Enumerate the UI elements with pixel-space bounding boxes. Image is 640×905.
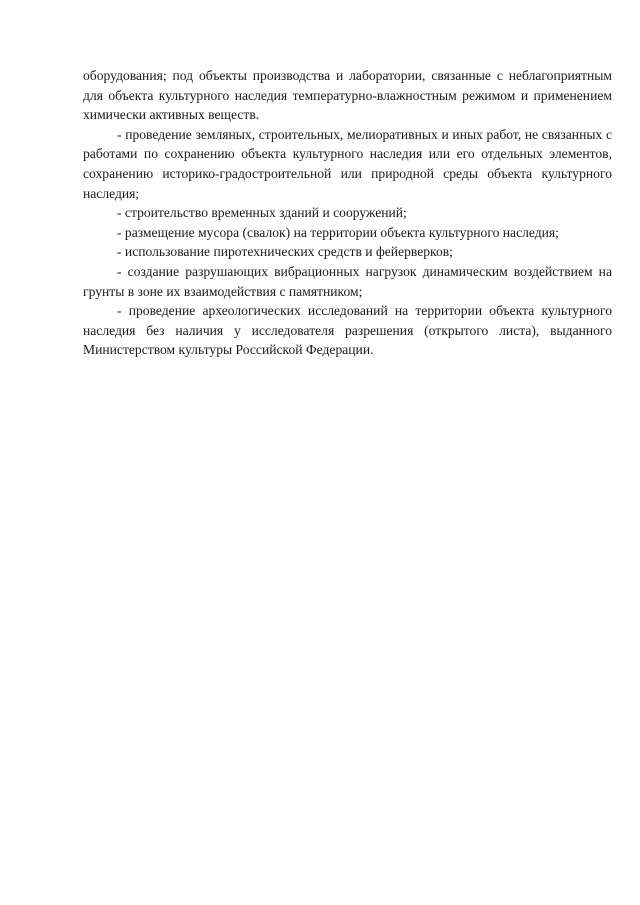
list-item-earthworks: - проведение земляных, строительных, мелиоративных и иных работ, не связанных с работами по сохранению объекта культурного наследия или его отдельных элементов, сохранению историко-градостроительной или природной среды объекта культурного наследия; <box>83 126 612 201</box>
list-item-vibration-loads: - создание разрушающих вибрационных нагрузок динамическим воздействием на грунты в зоне их взаимодействия с памятником; <box>83 263 612 299</box>
document-body <box>83 66 612 360</box>
list-item-pyrotechnics: - использование пиротехнических средств и фейерверков; <box>117 244 453 260</box>
list-item-waste-placement: - размещение мусора (свалок) на территории объекта культурного наследия; <box>117 224 559 240</box>
paragraph-continuation: оборудования; под объекты производства и лаборатории, связанные с неблагоприятным для объекта культурного наследия температурно-влажностным режимом и применением химически активных веществ. <box>83 68 612 123</box>
list-item-temporary-buildings: - строительство временных зданий и сооружений; <box>117 205 407 221</box>
list-item-archaeological-research: - проведение археологических исследований на территории объекта культурного наследия без наличия у исследователя разрешения (открытого листа), выданного Министерством культуры Российской Федерации. <box>83 303 612 358</box>
